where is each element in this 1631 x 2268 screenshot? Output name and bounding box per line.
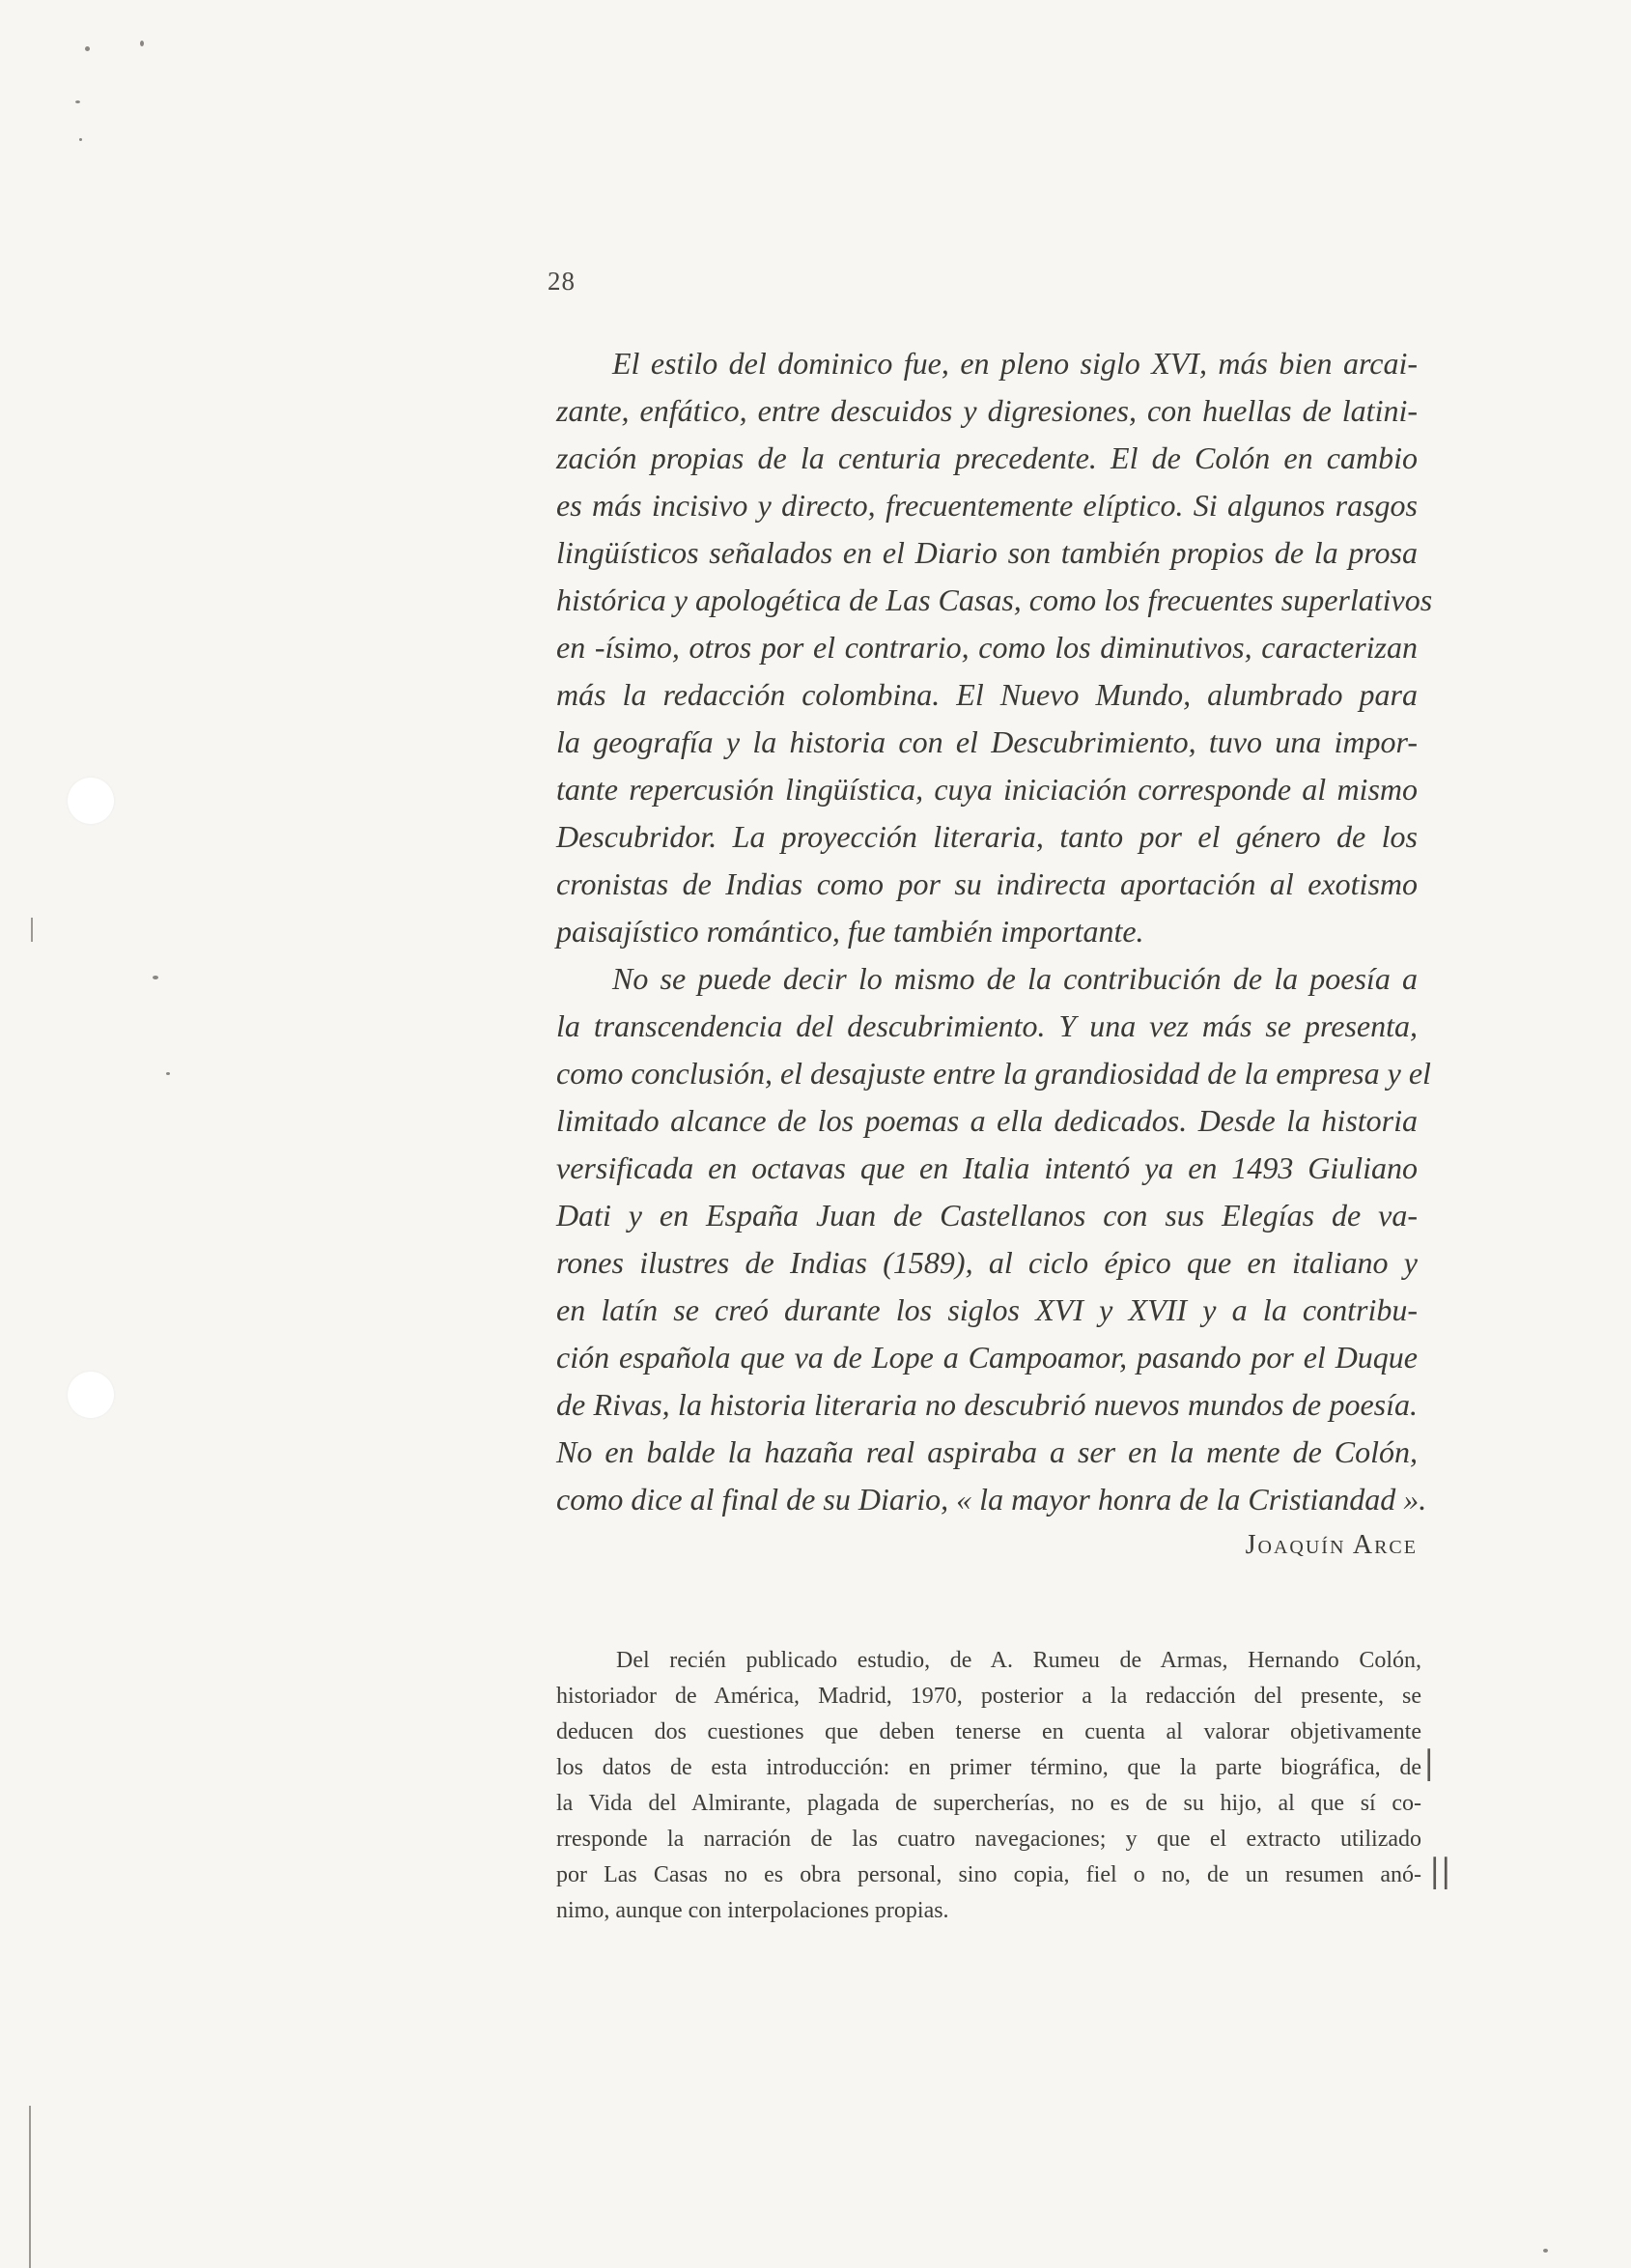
text-line: histórica y apologética de Las Casas, como los frecuentes superlativos [556, 582, 1433, 617]
footnote-line: nimo, aunque con interpolaciones propias. [556, 1898, 949, 1923]
text-line: tante repercusión lingüística, cuya iniciación corresponde al mismo [556, 772, 1418, 807]
text-line: limitado alcance de los poemas a ella dedicados. Desde la historia [556, 1103, 1418, 1138]
footnote-line: los datos de esta introducción: en primer término, que la parte biográfica, de [556, 1755, 1421, 1780]
text-line: es más incisivo y directo, frecuentemente elíptico. Si algunos rasgos [556, 488, 1418, 523]
footnote-line: historiador de América, Madrid, 1970, posterior a la redacción del presente, se [556, 1684, 1421, 1709]
scan-edge-line [29, 2106, 31, 2268]
margin-bracket-mark: | [1423, 1744, 1435, 1782]
footnote-line: deducen dos cuestiones que deben tenerse en cuenta al valorar objetivamente [556, 1719, 1421, 1744]
text-line: No se puede decir lo mismo de la contribución de la poesía a [612, 961, 1418, 996]
text-line: ción española que va de Lope a Campoamor, pasando por el Duque [556, 1340, 1418, 1375]
footnote-line: por Las Casas no es obra personal, sino copia, fiel o no, de un resumen anó- [556, 1862, 1421, 1887]
text-line: como dice al final de su Diario, « la mayor honra de la Cristiandad ». [556, 1482, 1427, 1517]
scan-speck [166, 1072, 170, 1075]
text-line: paisajístico romántico, fue también importante. [556, 914, 1144, 949]
scan-speck [1543, 2249, 1548, 2253]
text-line: en latín se creó durante los siglos XVI y XVII y a la contribu- [556, 1292, 1418, 1327]
text-line: No en balde la hazaña real aspiraba a ser en la mente de Colón, [556, 1434, 1418, 1469]
scan-speck [75, 100, 80, 103]
text-line: Descubridor. La proyección literaria, tanto por el género de los [556, 819, 1418, 854]
punch-hole-bottom [68, 1372, 114, 1418]
text-line: la transcendencia del descubrimiento. Y una vez más se presenta, [556, 1008, 1418, 1043]
footnote-line: la Vida del Almirante, plagada de supercherías, no es de su hijo, al que sí co- [556, 1791, 1421, 1816]
scan-speck [153, 976, 158, 979]
text-line: cronistas de Indias como por su indirecta aportación al exotismo [556, 866, 1418, 901]
text-line: rones ilustres de Indias (1589), al ciclo épico que en italiano y [556, 1245, 1418, 1280]
text-line: de Rivas, la historia literaria no descubrió nuevos mundos de poesía. [556, 1387, 1418, 1422]
text-line: El estilo del dominico fue, en pleno siglo XVI, más bien arcai- [612, 346, 1418, 381]
scan-edge-line [31, 918, 33, 942]
text-line: Dati y en España Juan de Castellanos con sus Elegías de va- [556, 1198, 1418, 1233]
text-line: lingüísticos señalados en el Diario son también propios de la prosa [556, 535, 1418, 570]
margin-bracket-mark: || [1429, 1852, 1451, 1890]
author-signature: Joaquín Arce [1245, 1530, 1418, 1560]
text-line: en -ísimo, otros por el contrario, como los diminutivos, caracterizan [556, 630, 1418, 665]
page-number: 28 [548, 267, 576, 296]
footnote-line: Del recién publicado estudio, de A. Rumeu de Armas, Hernando Colón, [616, 1648, 1421, 1673]
scan-speck [140, 41, 144, 46]
text-line: la geografía y la historia con el Descubrimiento, tuvo una impor- [556, 724, 1418, 759]
footnote-line: rresponde la narración de las cuatro navegaciones; y que el extracto utilizado [556, 1827, 1421, 1852]
text-line: zante, enfático, entre descuidos y digresiones, con huellas de latini- [556, 393, 1418, 428]
scan-speck [85, 46, 90, 51]
scan-speck [79, 138, 82, 141]
text-line: más la redacción colombina. El Nuevo Mundo, alumbrado para [556, 677, 1418, 712]
text-line: zación propias de la centuria precedente. El de Colón en cambio [556, 440, 1418, 475]
text-line: versificada en octavas que en Italia intentó ya en 1493 Giuliano [556, 1150, 1418, 1185]
text-line: como conclusión, el desajuste entre la grandiosidad de la empresa y el [556, 1056, 1431, 1091]
punch-hole-top [68, 778, 114, 824]
